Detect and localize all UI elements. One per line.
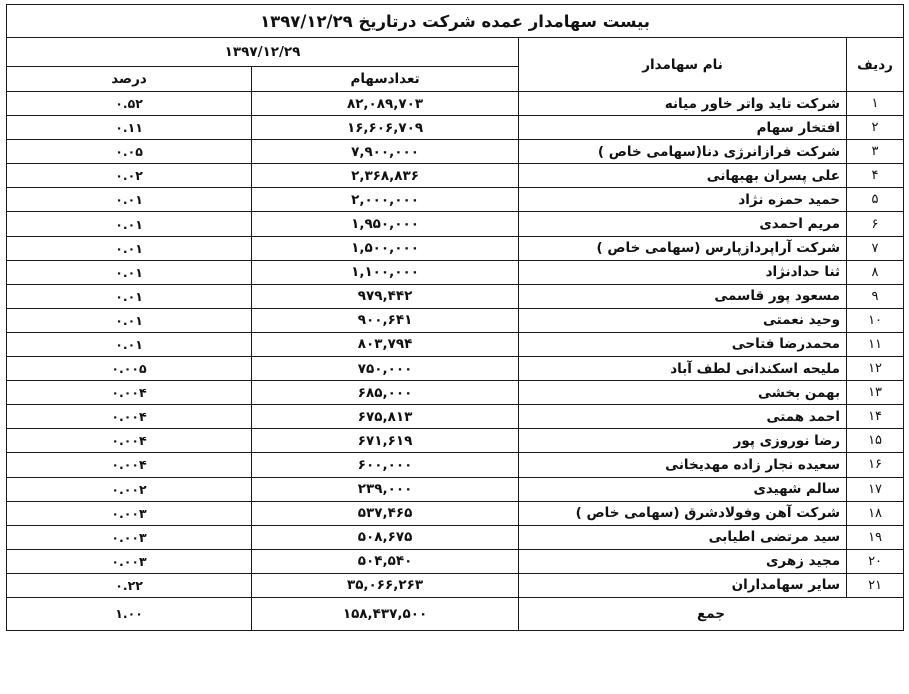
shareholder-name: شرکت تاید واتر خاور میانه — [519, 92, 847, 116]
share-percent: ۰.۲۲ — [7, 573, 252, 597]
table-row — [7, 477, 904, 501]
row-number: ۱۱ — [847, 332, 904, 356]
share-count: ۵۳۷,۴۶۵ — [252, 501, 519, 525]
share-percent: ۰.۰۰۵ — [7, 357, 252, 381]
header-percent: درصد — [7, 67, 252, 92]
row-number: ۲۰ — [847, 549, 904, 573]
header-shareholder-name: نام سهامدار — [519, 38, 847, 92]
share-count: ۲۳۹,۰۰۰ — [252, 477, 519, 501]
share-count: ۸۰۳,۷۹۴ — [252, 332, 519, 356]
table-row — [7, 260, 904, 284]
table-row — [7, 116, 904, 140]
table-row — [7, 501, 904, 525]
table-row — [7, 381, 904, 405]
share-percent: ۰.۰۱ — [7, 212, 252, 236]
row-number: ۶ — [847, 212, 904, 236]
share-percent: ۰.۱۱ — [7, 116, 252, 140]
total-row — [7, 597, 904, 630]
share-count: ۶۷۵,۸۱۳ — [252, 405, 519, 429]
shareholder-name: ملیحه اسکندانی لطف آباد — [519, 357, 847, 381]
header-date: ۱۳۹۷/۱۲/۲۹ — [7, 38, 519, 67]
shareholder-name: علی پسران بهبهانی — [519, 164, 847, 188]
share-percent: ۰.۰۱ — [7, 332, 252, 356]
table-row — [7, 549, 904, 573]
row-number: ۷ — [847, 236, 904, 260]
share-percent: ۰.۰۰۲ — [7, 477, 252, 501]
share-count: ۵۰۸,۶۷۵ — [252, 525, 519, 549]
share-count: ۶۰۰,۰۰۰ — [252, 453, 519, 477]
row-number: ۱۹ — [847, 525, 904, 549]
shareholder-name: محمدرضا فتاحی — [519, 332, 847, 356]
total-share-count: ۱۵۸,۴۳۷,۵۰۰ — [252, 597, 519, 630]
share-count: ۲,۳۶۸,۸۳۶ — [252, 164, 519, 188]
shareholder-name: حمید حمزه نژاد — [519, 188, 847, 212]
share-percent: ۰.۰۲ — [7, 164, 252, 188]
share-count: ۵۰۴,۵۴۰ — [252, 549, 519, 573]
shareholder-name: سالم شهیدی — [519, 477, 847, 501]
row-number: ۱ — [847, 92, 904, 116]
header-share-count: تعدادسهام — [252, 67, 519, 92]
table-row — [7, 429, 904, 453]
share-percent: ۰.۰۱ — [7, 260, 252, 284]
share-percent: ۰.۰۰۳ — [7, 525, 252, 549]
share-count: ۱,۵۰۰,۰۰۰ — [252, 236, 519, 260]
share-percent: ۰.۰۱ — [7, 236, 252, 260]
table-row — [7, 573, 904, 597]
table-row — [7, 405, 904, 429]
share-percent: ۰.۰۵ — [7, 140, 252, 164]
share-count: ۱,۱۰۰,۰۰۰ — [252, 260, 519, 284]
table-row — [7, 525, 904, 549]
row-number: ۱۶ — [847, 453, 904, 477]
shareholder-name: ثنا حدادنژاد — [519, 260, 847, 284]
share-count: ۸۲,۰۸۹,۷۰۳ — [252, 92, 519, 116]
share-percent: ۰.۰۰۳ — [7, 549, 252, 573]
row-number: ۲ — [847, 116, 904, 140]
table-row — [7, 188, 904, 212]
share-percent: ۰.۰۱ — [7, 308, 252, 332]
row-number: ۱۲ — [847, 357, 904, 381]
shareholders-sheet — [6, 4, 903, 688]
share-percent: ۰.۰۰۳ — [7, 501, 252, 525]
row-number: ۱۵ — [847, 429, 904, 453]
shareholder-name: مسعود پور قاسمی — [519, 284, 847, 308]
share-count: ۹۷۹,۴۴۲ — [252, 284, 519, 308]
share-percent: ۰.۰۰۴ — [7, 429, 252, 453]
share-count: ۷۵۰,۰۰۰ — [252, 357, 519, 381]
total-percent: ۱.۰۰ — [7, 597, 252, 630]
share-count: ۹۰۰,۶۴۱ — [252, 308, 519, 332]
row-number: ۱۴ — [847, 405, 904, 429]
row-number: ۳ — [847, 140, 904, 164]
share-percent: ۰.۰۱ — [7, 188, 252, 212]
shareholder-name: سایر سهامداران — [519, 573, 847, 597]
share-percent: ۰.۰۰۴ — [7, 453, 252, 477]
shareholder-name: افتخار سهام — [519, 116, 847, 140]
row-number: ۵ — [847, 188, 904, 212]
header-row-1 — [7, 38, 904, 67]
shareholder-name: سید مرتضی اطیابی — [519, 525, 847, 549]
table-row — [7, 92, 904, 116]
share-percent: ۰.۰۱ — [7, 284, 252, 308]
row-number: ۱۰ — [847, 308, 904, 332]
table-row — [7, 332, 904, 356]
share-count: ۶۷۱,۶۱۹ — [252, 429, 519, 453]
shareholders-table — [6, 4, 904, 631]
shareholder-name: وحید نعمتی — [519, 308, 847, 332]
table-row — [7, 308, 904, 332]
row-number: ۱۷ — [847, 477, 904, 501]
shareholder-name: سعیده نجار زاده مهدیخانی — [519, 453, 847, 477]
share-count: ۳۵,۰۶۶,۲۶۳ — [252, 573, 519, 597]
share-count: ۱,۹۵۰,۰۰۰ — [252, 212, 519, 236]
share-count: ۲,۰۰۰,۰۰۰ — [252, 188, 519, 212]
shareholder-name: بهمن بخشی — [519, 381, 847, 405]
share-percent: ۰.۰۰۴ — [7, 405, 252, 429]
table-row — [7, 236, 904, 260]
table-title: بیست سهامدار عمده شرکت درتاریخ ۱۳۹۷/۱۲/۲۹ — [7, 5, 904, 38]
shareholder-name: شرکت آراپردازپارس (سهامی خاص ) — [519, 236, 847, 260]
shareholder-name: رضا نوروزی پور — [519, 429, 847, 453]
table-row — [7, 164, 904, 188]
table-row — [7, 140, 904, 164]
total-label: جمع — [519, 597, 904, 630]
share-percent: ۰.۵۲ — [7, 92, 252, 116]
title-row — [7, 5, 904, 38]
row-number: ۹ — [847, 284, 904, 308]
row-number: ۱۳ — [847, 381, 904, 405]
share-percent: ۰.۰۰۴ — [7, 381, 252, 405]
table-row — [7, 453, 904, 477]
table-row — [7, 284, 904, 308]
shareholder-name: شرکت فرازانرژی دنا(سهامی خاص ) — [519, 140, 847, 164]
shareholder-name: احمد همتی — [519, 405, 847, 429]
row-number: ۱۸ — [847, 501, 904, 525]
table-row — [7, 357, 904, 381]
row-number: ۲۱ — [847, 573, 904, 597]
shareholder-name: شرکت آهن وفولادشرق (سهامی خاص ) — [519, 501, 847, 525]
share-count: ۶۸۵,۰۰۰ — [252, 381, 519, 405]
row-number: ۴ — [847, 164, 904, 188]
share-count: ۱۶,۶۰۶,۷۰۹ — [252, 116, 519, 140]
share-count: ۷,۹۰۰,۰۰۰ — [252, 140, 519, 164]
table-row — [7, 212, 904, 236]
row-number: ۸ — [847, 260, 904, 284]
header-row-number: ردیف — [847, 38, 904, 92]
shareholder-name: مریم احمدی — [519, 212, 847, 236]
shareholder-name: مجید زهری — [519, 549, 847, 573]
